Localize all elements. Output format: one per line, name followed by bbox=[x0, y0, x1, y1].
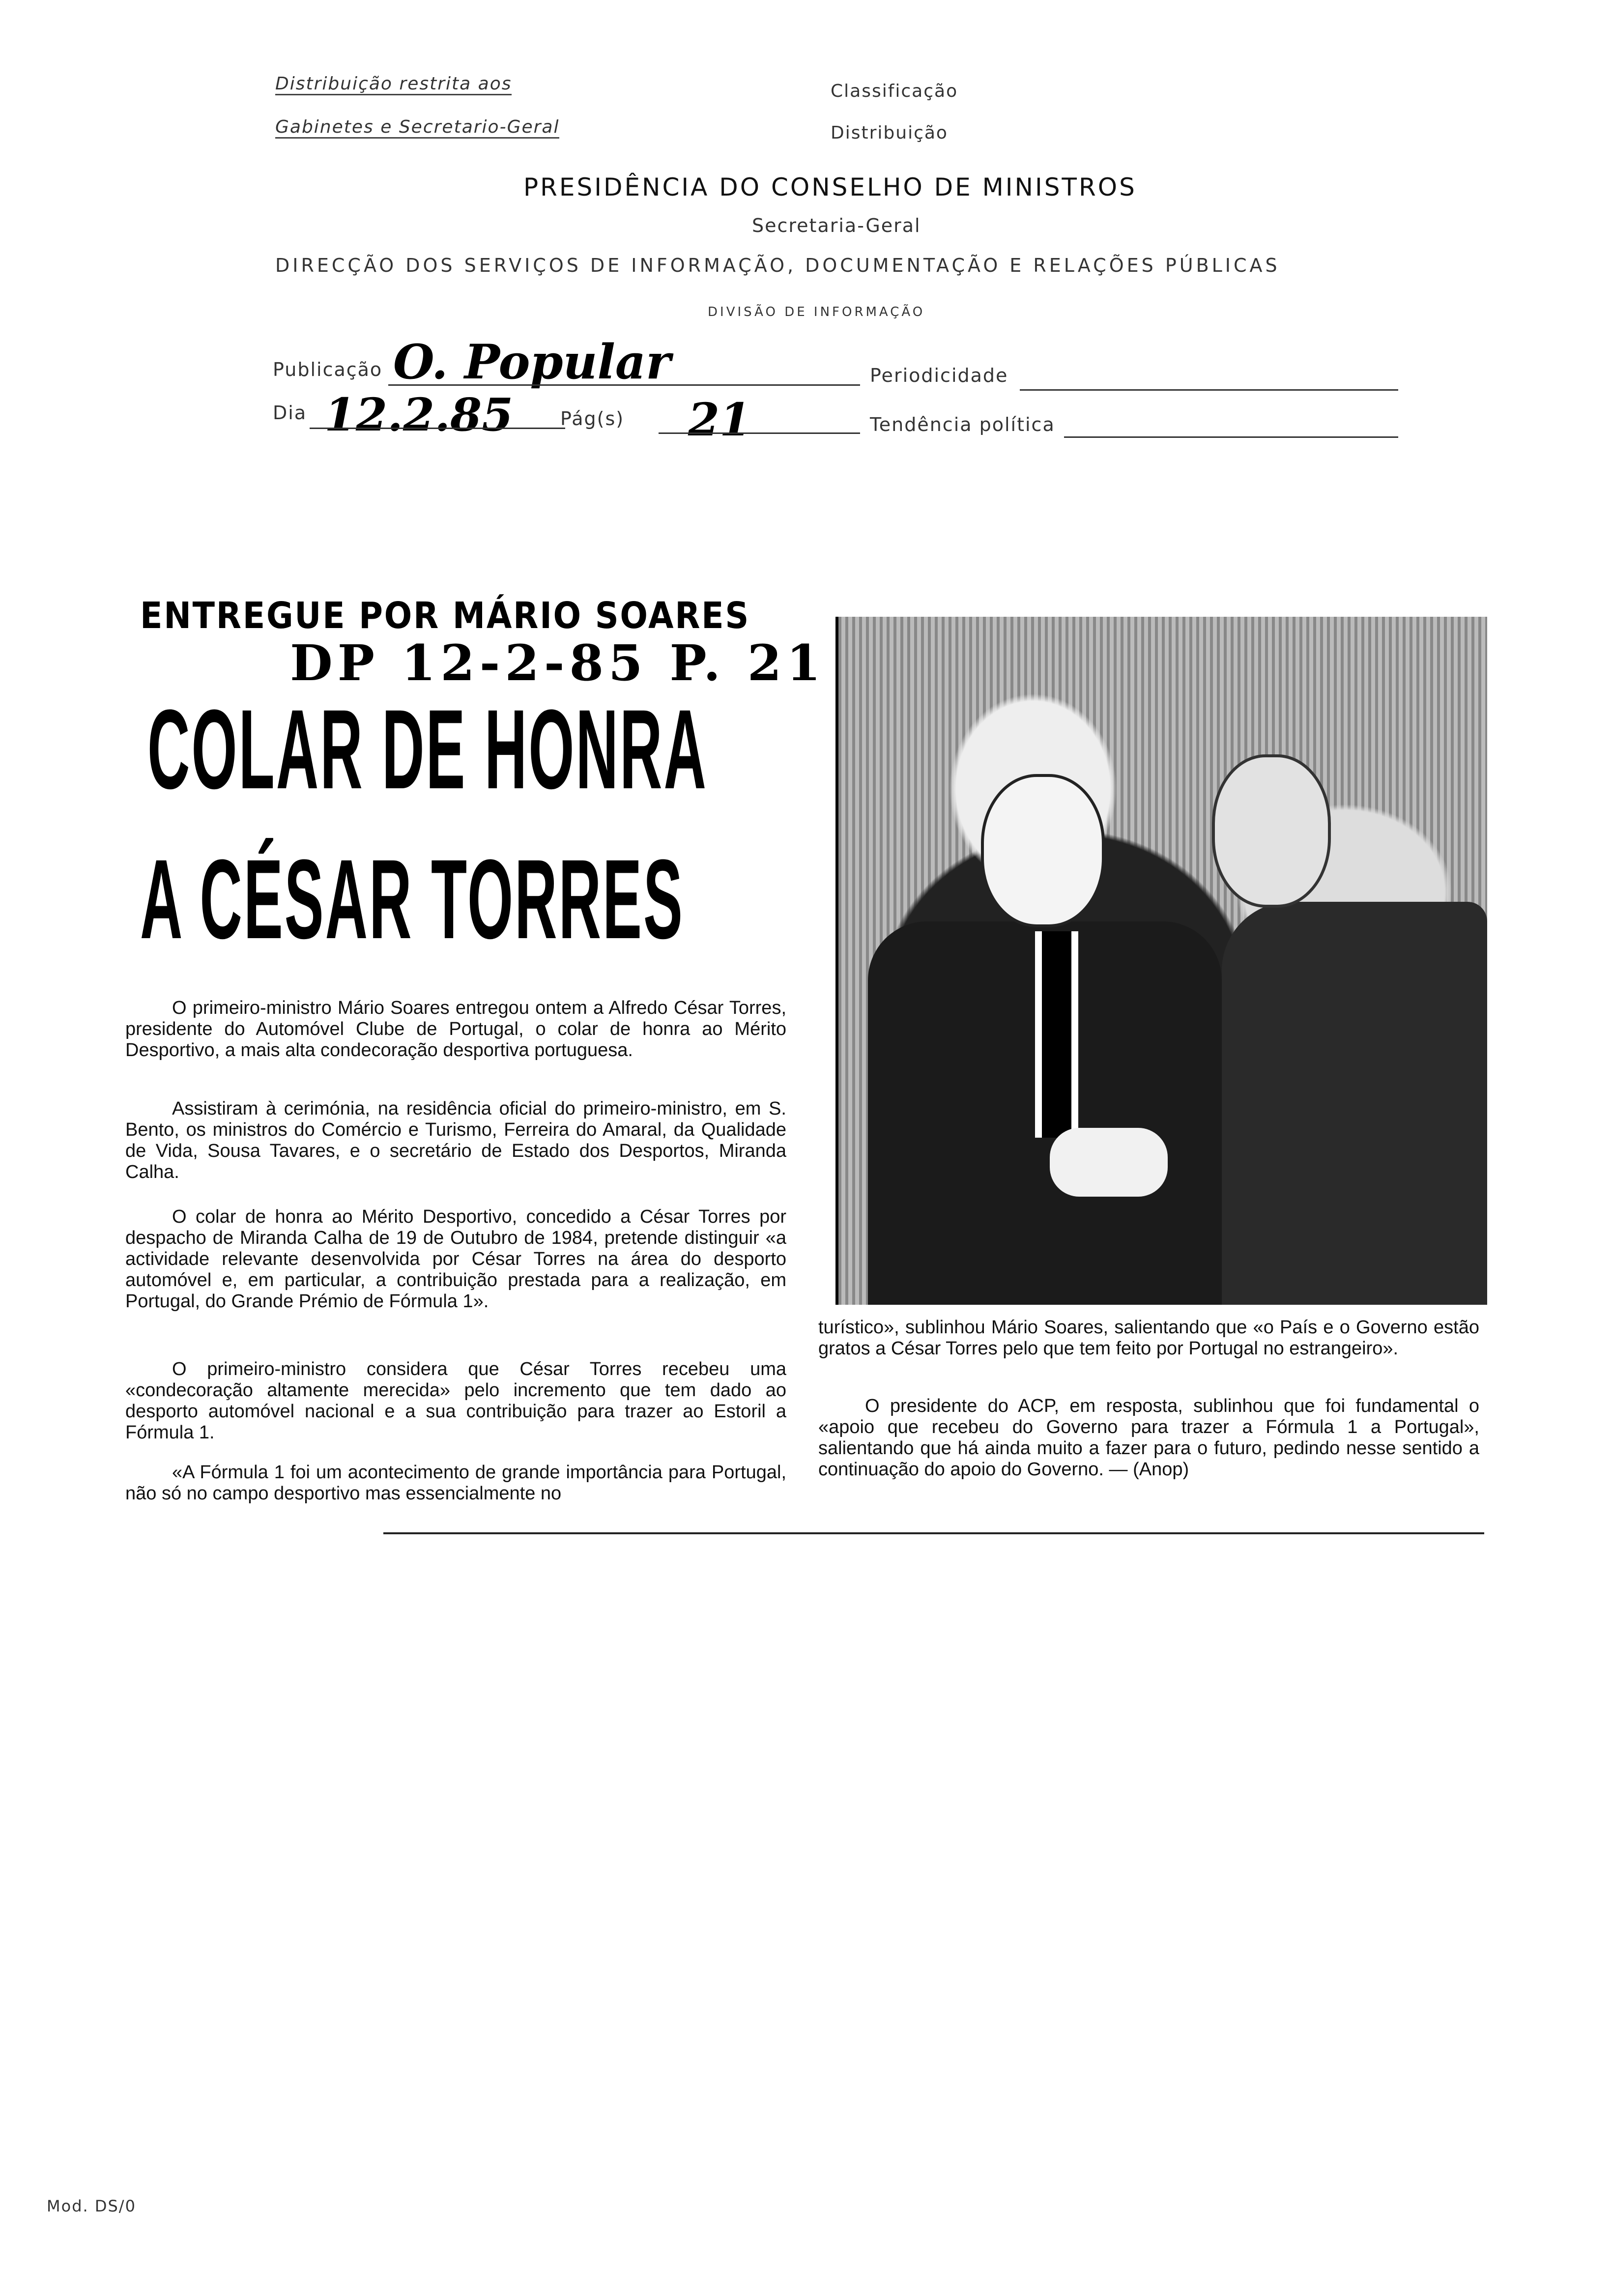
article-paragraph-4: O primeiro-ministro considera que César Torres recebeu uma «condecoração altamente merecida» pelo incremento que tem dado ao desporto automóvel nacional e a sua contribuição para trazer ao Estoril a Fórmula 1. bbox=[125, 1359, 786, 1443]
day-label: Dia bbox=[273, 402, 307, 424]
photo-hand bbox=[1050, 1128, 1168, 1197]
pages-underline bbox=[659, 432, 860, 434]
headline-line2: A CÉSAR TORRES bbox=[140, 836, 684, 962]
tendency-underline bbox=[1064, 436, 1398, 438]
photo-tie bbox=[1035, 931, 1078, 1138]
pages-value: 21 bbox=[688, 393, 751, 446]
day-value: 12.2.85 bbox=[324, 388, 514, 441]
classification-label: Classificação bbox=[831, 81, 958, 101]
direction-line: DIRECÇÃO DOS SERVIÇOS DE INFORMAÇÃO, DOCUMENTAÇÃO E RELAÇÕES PÚBLICAS bbox=[275, 255, 1280, 276]
publication-underline bbox=[388, 384, 860, 386]
photo-face-left bbox=[981, 774, 1105, 927]
distribution-restricted-line2: Gabinetes e Secretario-Geral bbox=[275, 117, 559, 139]
article-paragraph-3: O colar de honra ao Mérito Desportivo, concedido a César Torres por despacho de Miranda Calha de 19 de Outubro de 1984, pretende distinguir «a actividade relevante desenvolvida por César Torres na área do desporto automóvel e, em particular, a contribuição prestada para a realização, em Portugal, do Grande Prémio de Fórmula 1». bbox=[125, 1206, 786, 1312]
article-paragraph-5: «A Fórmula 1 foi um acontecimento de grande importância para Portugal, não só no campo desportivo mas essencialmente no bbox=[125, 1462, 786, 1504]
org-title: PRESIDÊNCIA DO CONSELHO DE MINISTROS bbox=[523, 173, 1137, 201]
pages-label: Pág(s) bbox=[560, 408, 625, 430]
bottom-rule bbox=[383, 1532, 1484, 1534]
periodicity-underline bbox=[1020, 389, 1398, 391]
org-subtitle: Secretaria-Geral bbox=[752, 215, 921, 236]
headline-line1: COLAR DE HONRA bbox=[147, 686, 708, 812]
article-kicker: ENTREGUE POR MÁRIO SOARES bbox=[140, 595, 750, 637]
publication-value: O. Popular bbox=[393, 334, 671, 390]
publication-label: Publicação bbox=[273, 359, 383, 380]
day-underline bbox=[310, 428, 565, 429]
tendency-label: Tendência política bbox=[870, 414, 1055, 435]
distribution-restricted-line1: Distribuição restrita aos bbox=[275, 74, 512, 95]
periodicity-label: Periodicidade bbox=[870, 365, 1008, 386]
article-paragraph-6: turístico», sublinhou Mário Soares, salientando que «o País e o Governo estão gratos a César Torres pelo que tem feito por Portugal no estrangeiro». bbox=[818, 1317, 1479, 1359]
article-paragraph-2: Assistiram à cerimónia, na residência oficial do primeiro-ministro, em S. Bento, os ministros do Comércio e Turismo, Ferreira do Amaral, da Qualidade de Vida, Sousa Tavares, e o secretário de Estado dos Desportos, Miranda Calha. bbox=[125, 1098, 786, 1182]
distribution-label: Distribuição bbox=[831, 123, 948, 143]
photo-face-right bbox=[1212, 754, 1331, 908]
division-line: DIVISÃO DE INFORMAÇÃO bbox=[708, 305, 925, 319]
photo-figure-right bbox=[1222, 902, 1487, 1305]
article-photo bbox=[835, 617, 1487, 1305]
article-paragraph-7: O presidente do ACP, em resposta, sublinhou que foi fundamental o «apoio que recebeu do Governo para trazer a Fórmula 1 a Portugal», salientando que há ainda muito a fazer para o futuro, pedindo nesse sentido a continuação do apoio do Governo. — (Anop) bbox=[818, 1396, 1479, 1480]
handwritten-note: DP 12-2-85 P. 21 bbox=[290, 634, 826, 692]
form-model: Mod. DS/0 bbox=[47, 2197, 136, 2215]
article-paragraph-1: O primeiro-ministro Mário Soares entregou ontem a Alfredo César Torres, presidente do Automóvel Clube de Portugal, o colar de honra ao Mérito Desportivo, a mais alta condecoração desportiva portuguesa. bbox=[125, 998, 786, 1061]
